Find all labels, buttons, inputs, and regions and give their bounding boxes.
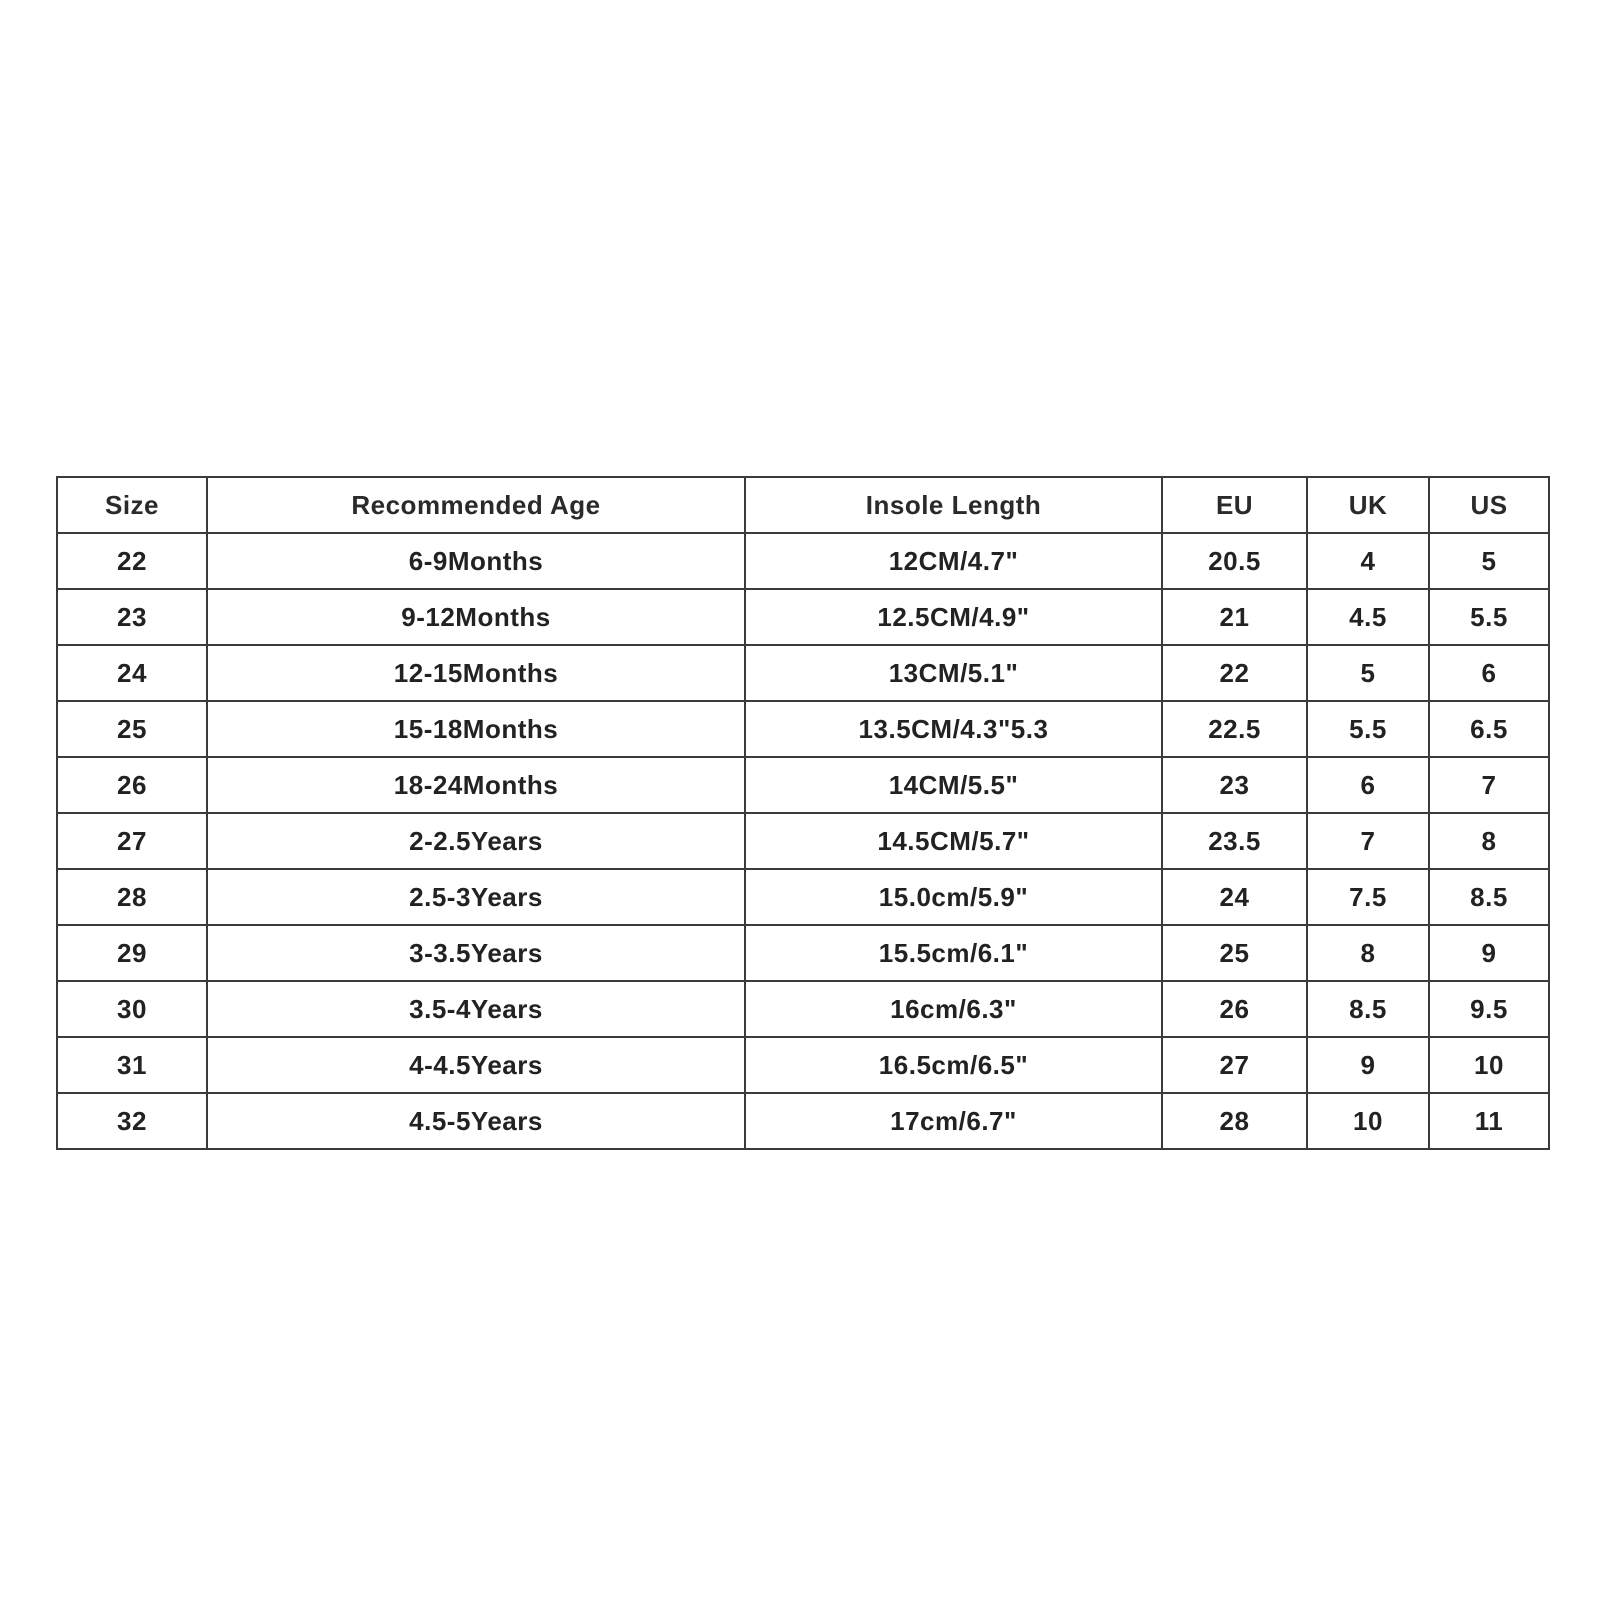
cell-recommended-age: 9-12Months: [207, 589, 745, 645]
cell-uk: 4: [1307, 533, 1429, 589]
cell-uk: 8: [1307, 925, 1429, 981]
cell-uk: 7.5: [1307, 869, 1429, 925]
table-row: [57, 925, 1549, 981]
header-uk: UK: [1307, 477, 1429, 533]
cell-insole-length: 16cm/6.3": [745, 981, 1162, 1037]
cell-uk: 4.5: [1307, 589, 1429, 645]
cell-recommended-age: 4-4.5Years: [207, 1037, 745, 1093]
cell-uk: 9: [1307, 1037, 1429, 1093]
table-row: [57, 1093, 1549, 1149]
header-size: Size: [57, 477, 207, 533]
cell-size: 27: [57, 813, 207, 869]
cell-uk: 5: [1307, 645, 1429, 701]
cell-eu: 20.5: [1162, 533, 1307, 589]
header-insole-length: Insole Length: [745, 477, 1162, 533]
cell-insole-length: 13CM/5.1": [745, 645, 1162, 701]
cell-size: 28: [57, 869, 207, 925]
cell-recommended-age: 2.5-3Years: [207, 869, 745, 925]
cell-uk: 7: [1307, 813, 1429, 869]
cell-size: 23: [57, 589, 207, 645]
cell-insole-length: 12.5CM/4.9": [745, 589, 1162, 645]
cell-size: 31: [57, 1037, 207, 1093]
table-row: [57, 869, 1549, 925]
cell-size: 22: [57, 533, 207, 589]
cell-eu: 24: [1162, 869, 1307, 925]
table-row: [57, 813, 1549, 869]
cell-insole-length: 14.5CM/5.7": [745, 813, 1162, 869]
table-row: [57, 533, 1549, 589]
cell-size: 25: [57, 701, 207, 757]
table-row: [57, 1037, 1549, 1093]
table-header-row: [57, 477, 1549, 533]
cell-eu: 28: [1162, 1093, 1307, 1149]
cell-us: 8.5: [1429, 869, 1549, 925]
cell-recommended-age: 12-15Months: [207, 645, 745, 701]
table-row: [57, 701, 1549, 757]
table-row: [57, 589, 1549, 645]
cell-us: 6: [1429, 645, 1549, 701]
cell-recommended-age: 4.5-5Years: [207, 1093, 745, 1149]
cell-us: 11: [1429, 1093, 1549, 1149]
cell-us: 10: [1429, 1037, 1549, 1093]
cell-recommended-age: 15-18Months: [207, 701, 745, 757]
cell-eu: 21: [1162, 589, 1307, 645]
cell-us: 8: [1429, 813, 1549, 869]
cell-recommended-age: 18-24Months: [207, 757, 745, 813]
cell-us: 9.5: [1429, 981, 1549, 1037]
cell-recommended-age: 2-2.5Years: [207, 813, 745, 869]
cell-eu: 22.5: [1162, 701, 1307, 757]
header-us: US: [1429, 477, 1549, 533]
cell-insole-length: 15.0cm/5.9": [745, 869, 1162, 925]
cell-uk: 8.5: [1307, 981, 1429, 1037]
cell-size: 30: [57, 981, 207, 1037]
cell-eu: 23.5: [1162, 813, 1307, 869]
cell-size: 26: [57, 757, 207, 813]
cell-us: 9: [1429, 925, 1549, 981]
size-chart-table: [56, 476, 1550, 1150]
cell-insole-length: 16.5cm/6.5": [745, 1037, 1162, 1093]
cell-eu: 25: [1162, 925, 1307, 981]
cell-us: 5: [1429, 533, 1549, 589]
cell-uk: 6: [1307, 757, 1429, 813]
cell-us: 7: [1429, 757, 1549, 813]
table-row: [57, 645, 1549, 701]
cell-recommended-age: 3-3.5Years: [207, 925, 745, 981]
table-row: [57, 757, 1549, 813]
cell-size: 29: [57, 925, 207, 981]
table-row: [57, 981, 1549, 1037]
cell-uk: 10: [1307, 1093, 1429, 1149]
cell-insole-length: 12CM/4.7": [745, 533, 1162, 589]
cell-eu: 26: [1162, 981, 1307, 1037]
cell-eu: 22: [1162, 645, 1307, 701]
cell-insole-length: 14CM/5.5": [745, 757, 1162, 813]
cell-uk: 5.5: [1307, 701, 1429, 757]
cell-eu: 23: [1162, 757, 1307, 813]
header-recommended-age: Recommended Age: [207, 477, 745, 533]
cell-insole-length: 17cm/6.7": [745, 1093, 1162, 1149]
cell-us: 5.5: [1429, 589, 1549, 645]
cell-us: 6.5: [1429, 701, 1549, 757]
cell-size: 32: [57, 1093, 207, 1149]
cell-size: 24: [57, 645, 207, 701]
cell-insole-length: 15.5cm/6.1": [745, 925, 1162, 981]
cell-insole-length: 13.5CM/4.3"5.3: [745, 701, 1162, 757]
cell-recommended-age: 6-9Months: [207, 533, 745, 589]
cell-eu: 27: [1162, 1037, 1307, 1093]
cell-recommended-age: 3.5-4Years: [207, 981, 745, 1037]
header-eu: EU: [1162, 477, 1307, 533]
